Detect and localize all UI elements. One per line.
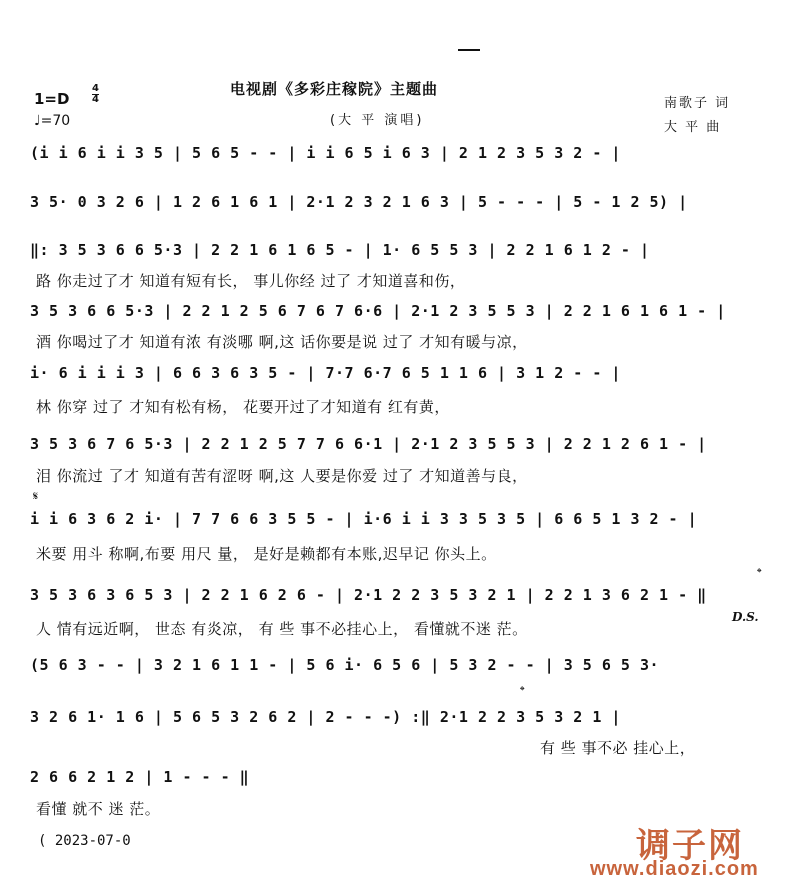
watermark-url: www.diaozi.com <box>590 858 759 880</box>
lyric-row-7: 米要 用斗 称啊,布要 用尺 量， 是好是赖都有本账,迟早记 你头上。 <box>36 545 497 563</box>
watermark-logo: 调子网 <box>636 827 744 865</box>
date-stamp: ( 2023-07-0 <box>38 833 131 849</box>
time-signature-top: 4 <box>92 83 99 94</box>
ds-marking: D.S. <box>732 610 759 624</box>
coda-sign-2: 𝄌 <box>520 684 525 699</box>
notation-row-8: 3 5 3 6 3 6 5 3 | 2 2 1 6 2 6 - | 2·1 2 2 3 5 3 2 1 | 2 2 1 3 6 2 1 - ‖ <box>30 586 707 604</box>
lyric-row-8: 人 情有远近啊， 世态 有炎凉， 有 些 事不必挂心上， 看懂就不迷 茫。 <box>36 620 528 638</box>
coda-sign: 𝄌 <box>757 566 762 581</box>
notation-row-4: 3 5 3 6 6 5·3 | 2 2 1 2 5 6 7 6 7 6·6 | 2·1 2 3 5 5 3 | 2 2 1 6 1 6 1 - | <box>30 302 726 320</box>
lyric-row-4: 酒 你喝过了才 知道有浓 有淡哪 啊,这 话你要是说 过了 才知有暖与凉， <box>36 333 528 351</box>
lyric-row-6: 泪 你流过 了才 知道有苦有涩呀 啊,这 人要是你爱 过了 才知道善与良， <box>36 467 528 485</box>
notation-row-10: 3 2 6 1· 1 6 | 5 6 5 3 2 6 2 | 2 - - -) :‖ 2·1 2 2 3 5 3 2 1 | <box>30 708 621 726</box>
notation-row-11: 2 6 6 2 1 2 | 1 - - - ‖ <box>30 768 250 786</box>
composer-credit: 大 平 曲 <box>664 120 722 135</box>
tempo-marking: ♩=70 <box>34 113 71 129</box>
top-mark <box>458 49 480 51</box>
song-title: 电视剧《多彩庄稼院》主题曲 <box>230 80 439 98</box>
lyric-row-11: 看懂 就不 迷 茫。 <box>36 800 161 818</box>
time-signature <box>92 84 99 105</box>
notation-row-7: i i 6 3 6 2 i· | 7 7 6 6 3 5 5 - | i·6 i i 3 3 5 3 5 | 6 6 5 1 3 2 - | <box>30 510 698 528</box>
lyricist-credit: 南歌子 词 <box>664 96 731 111</box>
key-signature: 1=D <box>34 90 70 108</box>
notation-row-2: 3 5· 0 3 2 6 | 1 2 6 1 6 1 | 2·1 2 3 2 1 6 3 | 5 - - - | 5 - 1 2 5) | <box>30 193 688 211</box>
notation-row-9: (5 6 3 - - | 3 2 1 6 1 1 - | 5 6 i· 6 5 6 | 5 3 2 - - | 3 5 6 5 3· <box>30 656 660 674</box>
notation-row-5: i· 6 i i i 3 | 6 6 3 6 3 5 - | 7·7 6·7 6 5 1 1 6 | 3 1 2 - - | <box>30 364 621 382</box>
song-subtitle: (大 平 演唱) <box>330 113 425 128</box>
notation-row-3: ‖: 3 5 3 6 6 5·3 | 2 2 1 6 1 6 5 - | 1· 6 5 5 3 | 2 2 1 6 1 2 - | <box>30 241 650 259</box>
segno-sign: 𝄋 <box>33 489 39 503</box>
notation-row-6: 3 5 3 6 7 6 5·3 | 2 2 1 2 5 7 7 6 6·1 | 2·1 2 3 5 5 3 | 2 2 1 2 6 1 - | <box>30 435 707 453</box>
lyric-row-5: 林 你穿 过了 才知有松有杨， 花要开过了才知道有 红有黄， <box>36 398 450 416</box>
notation-row-1: (i i 6 i i 3 5 | 5 6 5 - - | i i 6 5 i 6 3 | 2 1 2 3 5 3 2 - | <box>30 144 621 162</box>
lyric-row-3: 路 你走过了才 知道有短有长， 事儿你经 过了 才知道喜和伤， <box>36 272 466 290</box>
lyric-row-10: 有 些 事不必 挂心上， <box>540 739 696 757</box>
time-signature-bottom: 4 <box>92 94 99 105</box>
